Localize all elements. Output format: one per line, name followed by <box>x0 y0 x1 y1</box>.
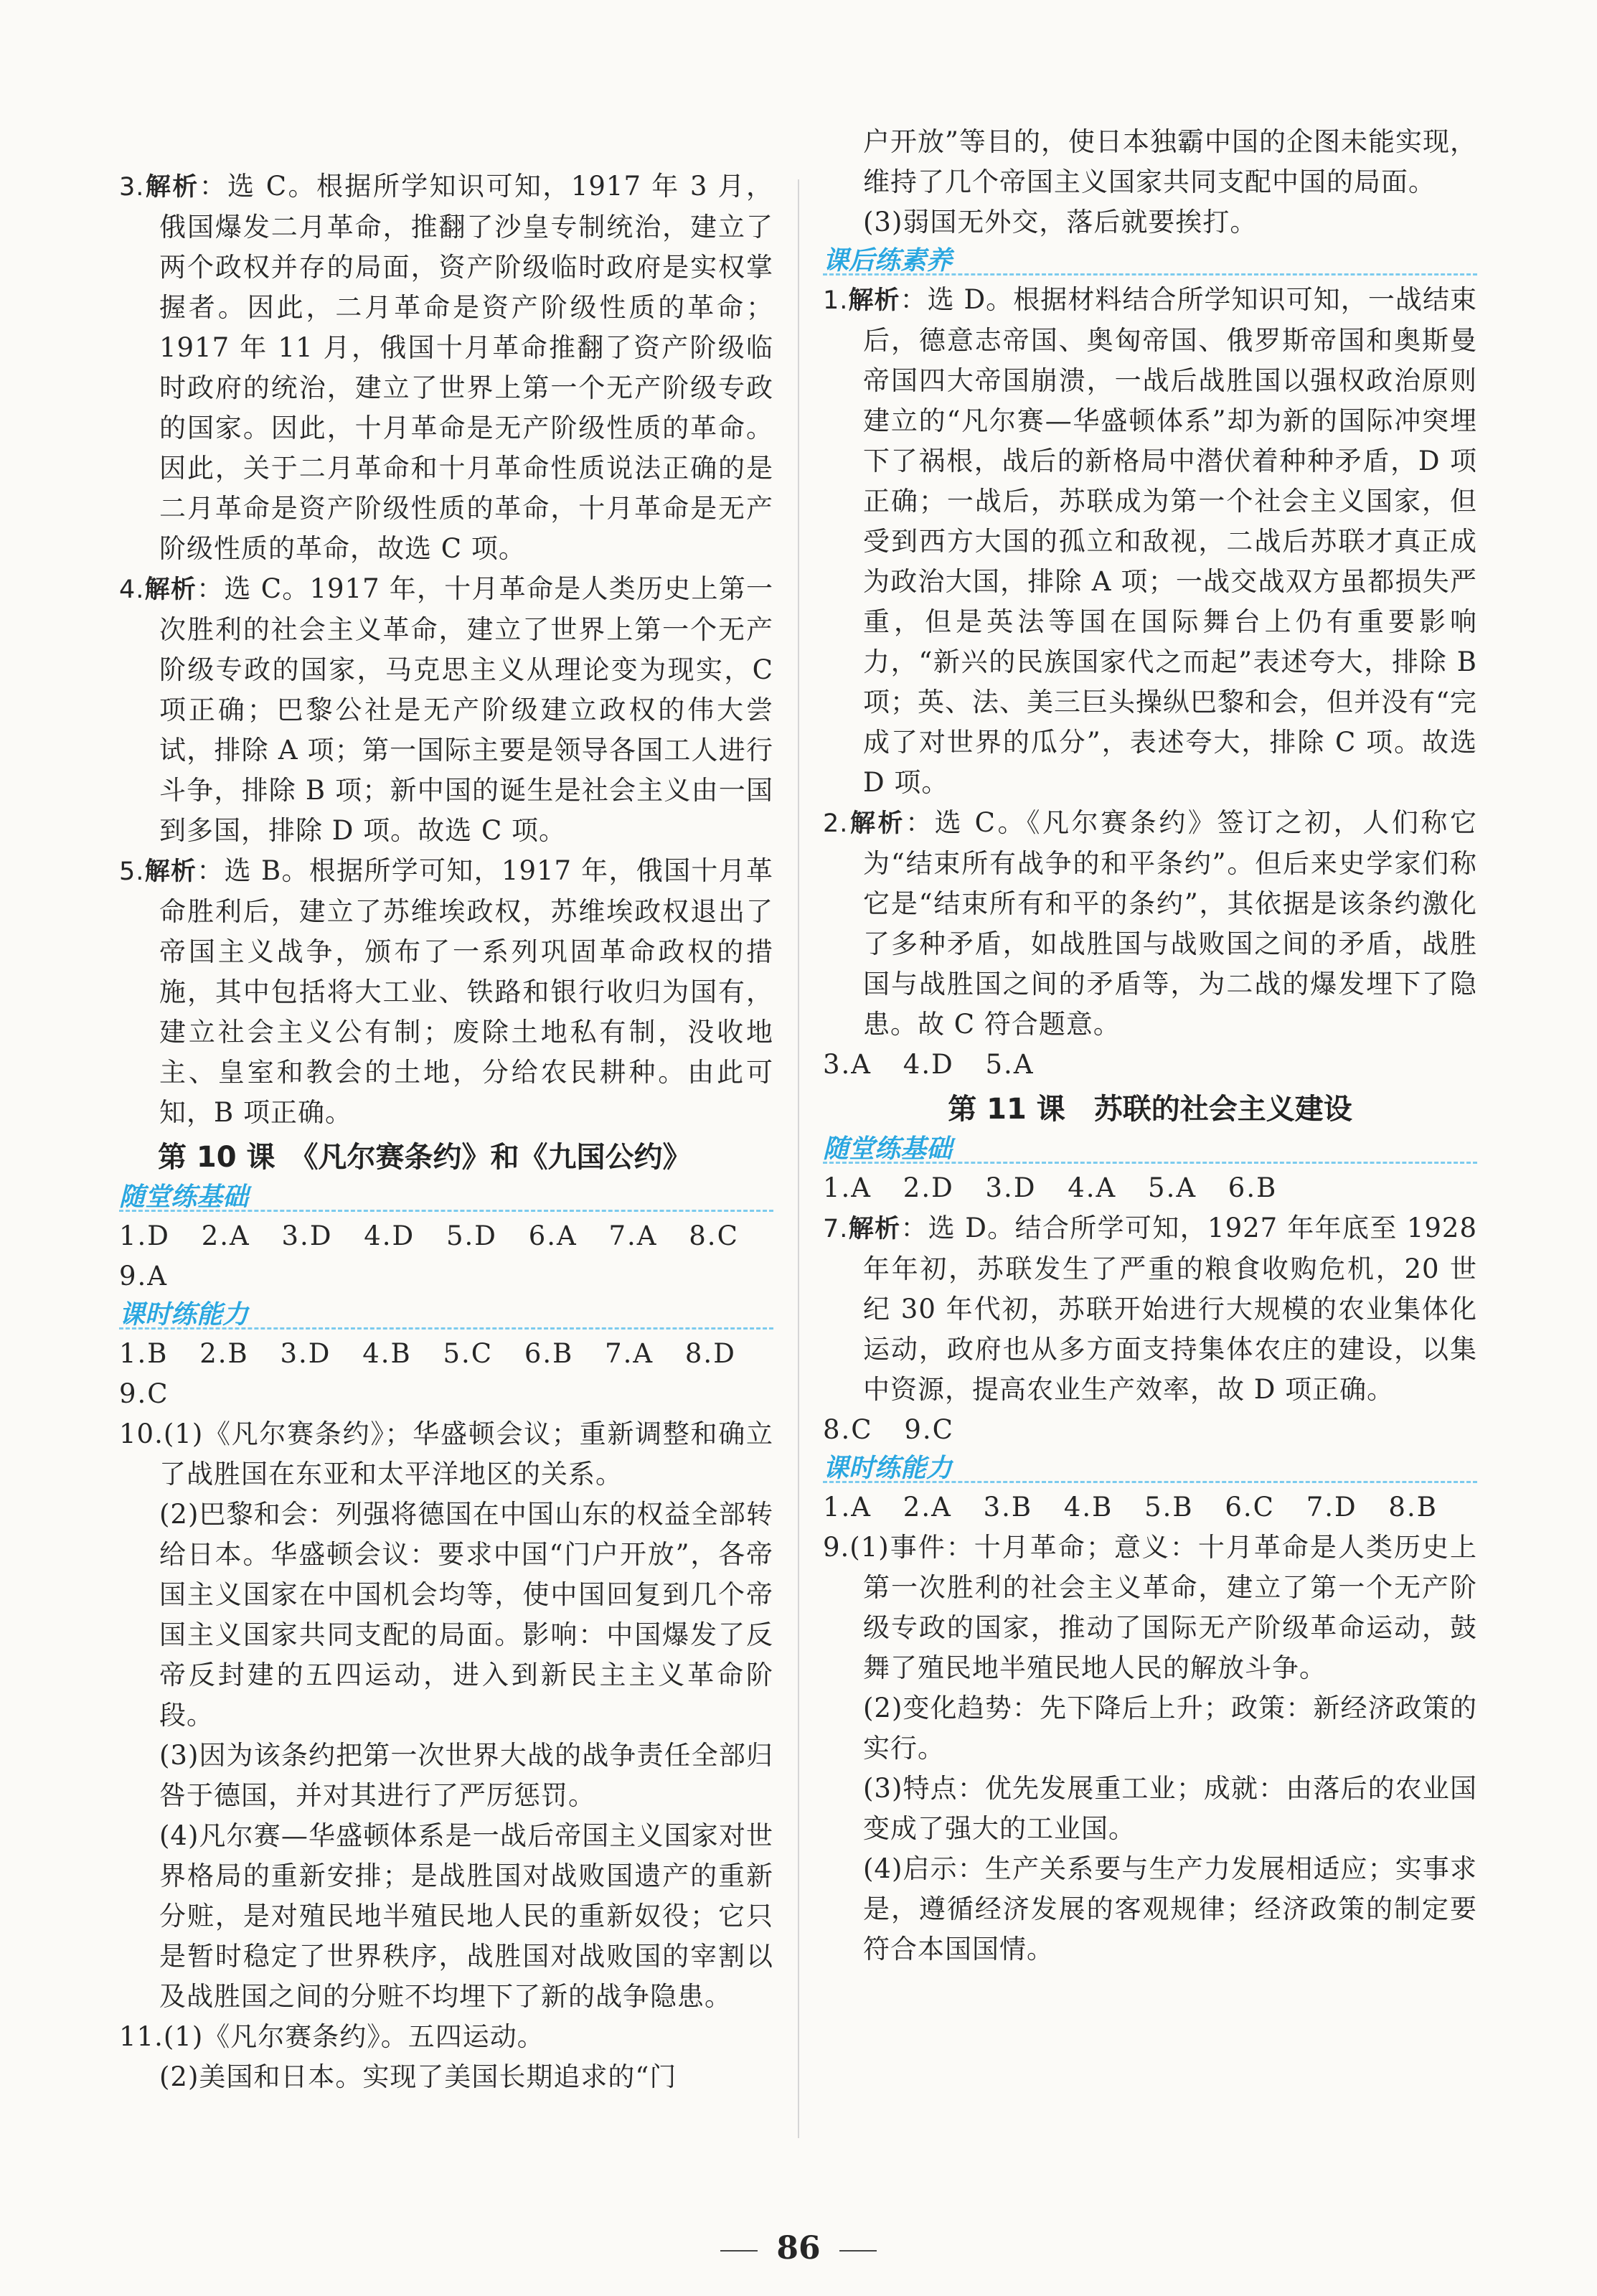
section-kehou <box>823 243 1477 280</box>
lesson-11-title: 第 11 课 苏联的社会主义建设 <box>948 1093 1352 1126</box>
kehou-answer-1-text: ：选 D。根据材料结合所学知识可知，一战结束后，德意志帝国、奥匈帝国、俄罗斯帝国和奥斯曼帝国四大帝国崩溃，一战后战胜国以强权政治原则建立的“凡尔赛—华盛顿体系”却为新的国际冲突埋下了祸根，战后的新格局中潜伏着种种矛盾，D 项正确；一战后，苏联成为第一个社会主义国家，但受到西方大国的孤立和敌视，二战后苏联才真正成为政治大国，排除 A 项；一战交战双方虽都损失严重，但是英法等国在国际舞台上仍有重要影响力，“新兴的民族国家代之而起”表述夸大，排除 B 项；英、法、美三巨头操纵巴黎和会，但并没有“完成了对世界的瓜分”，表述夸大，排除 C 项。故选 D 项。 <box>863 284 1477 798</box>
page-number <box>0 2230 1597 2267</box>
analysis-label: 解析 <box>144 173 199 202</box>
answer-11-2: (2)美国和日本。实现了美国长期追求的“门 <box>159 2061 677 2092</box>
answer-10-4: (4)凡尔赛—华盛顿体系是一战后帝国主义国家对世界格局的重新安排；是战胜国对战败国遗产的重新分赃，是对殖民地半殖民地人民的重新奴役；它只是暂时稳定了世界秩序，战胜国对战败国的宰割以及战胜国之间的分赃不均埋下了新的战争隐患。 <box>159 1820 773 2012</box>
section-keshi-10 <box>119 1297 773 1334</box>
answer-5-number: 5. <box>119 857 145 886</box>
answer-row: 1.B 2.B 3.D 4.B 5.C 6.B 7.A 8.D <box>119 1338 736 1369</box>
section-suitang-11 <box>823 1131 1477 1168</box>
kehou-answer-2-number: 2. <box>823 809 849 838</box>
answer-4 <box>119 569 773 851</box>
suitang-answer-7-text: ：选 D。结合所学可知，1927 年年底至 1928 年年初，苏联发生了严重的粮食收购危机，20 世纪 30 年代初，苏联开始进行大规模的农业集体化运动，政府也从多方面支持集体农庄的建设，以集中资源，提高农业生产效率，故 D 项正确。 <box>863 1213 1477 1405</box>
analysis-label: 解析 <box>848 809 906 838</box>
column-divider <box>798 179 799 2138</box>
answer-3 <box>119 166 773 569</box>
page-number-dash-right <box>839 2250 877 2252</box>
page-number-value: 86 <box>776 2230 821 2267</box>
suitang-answer-7-number: 7. <box>823 1215 849 1243</box>
answer-10-3: (3)因为该条约把第一次世界大战的战争责任全部归咎于德国，并对其进行了严厉惩罚。 <box>159 1740 773 1811</box>
section-heading: 随堂练基础 <box>119 1182 249 1212</box>
kehou-answer-2-text: ：选 C。《凡尔赛条约》签订之初，人们称它为“结束所有战争的和平条约”。但后来史学家们称它是“结束所有和平的条约”，其依据是该条约激化了多种矛盾，如战胜国与战败国之间的矛盾，战胜国与战胜国之间的矛盾等，为二战的爆发埋下了隐患。故 C 符合题意。 <box>863 807 1477 1040</box>
section-suitang-10 <box>119 1179 773 1216</box>
section-heading: 课时练能力 <box>119 1300 249 1330</box>
answer-row: 9.A <box>119 1261 169 1292</box>
lesson-10-title: 第 10 课 《凡尔赛条约》和《九国公约》 <box>158 1141 692 1174</box>
answer-4-text: ：选 C。1917 年，十月革命是人类历史上第一次胜利的社会主义革命，建立了世界上第一个无产阶级专政的国家，马克思主义从理论变为现实，C 项正确；巴黎公社是无产阶级建立政权的伟大尝试，排除 A 项；第一国际主要是领导各国工人进行斗争，排除 B 项；新中国的诞生是社会主义由一国到多国，排除 D 项。故选 C 项。 <box>159 573 773 846</box>
suitang-answer-7 <box>823 1208 1477 1410</box>
kehou-answer-1 <box>823 280 1477 803</box>
left-column <box>119 166 773 2097</box>
answer-11-3: (3)弱国无外交，落后就要挨打。 <box>863 207 1258 237</box>
right-column <box>823 122 1477 1970</box>
analysis-label: 解析 <box>848 1215 901 1243</box>
answer-11-2-continued: 户开放”等目的，使日本独霸中国的企图未能实现，维持了几个帝国主义国家共同支配中国的局面。 <box>863 126 1477 197</box>
answer-row: 9.C <box>119 1378 169 1409</box>
answer-10-1: 10.(1)《凡尔赛条约》；华盛顿会议；重新调整和确立了战胜国在东亚和太平洋地区的关系。 <box>119 1418 773 1490</box>
answer-10-2: (2)巴黎和会：列强将德国在中国山东的权益全部转给日本。华盛顿会议：要求中国“门户开放”，各帝国主义国家在中国机会均等，使中国回复到几个帝国主义国家共同支配的局面。影响：中国爆发了反帝反封建的五四运动，进入到新民主主义革命阶段。 <box>159 1499 773 1731</box>
answer-9-2: (2)变化趋势：先下降后上升；政策：新经济政策的实行。 <box>863 1693 1477 1764</box>
section-keshi-11 <box>823 1450 1477 1487</box>
answer-9-4: (4)启示：生产关系要与生产力发展相适应；实事求是，遵循经济发展的客观规律；经济政策的制定要符合本国国情。 <box>863 1853 1477 1965</box>
section-heading: 课后练素养 <box>823 246 953 276</box>
answer-row: 1.A 2.D 3.D 4.A 5.A 6.B <box>823 1172 1278 1203</box>
answer-4-number: 4. <box>119 575 145 604</box>
analysis-label: 解析 <box>144 575 197 604</box>
page-number-dash-left <box>720 2250 758 2252</box>
answer-9-3: (3)特点：优先发展重工业；成就：由落后的农业国变成了强大的工业国。 <box>863 1773 1477 1844</box>
answer-5 <box>119 851 773 1133</box>
analysis-label: 解析 <box>144 857 197 886</box>
section-heading: 课时练能力 <box>823 1454 953 1483</box>
answer-11-1: 11.(1)《凡尔赛条约》。五四运动。 <box>119 2021 545 2052</box>
answer-row: 8.C 9.C <box>823 1414 954 1445</box>
answer-5-text: ：选 B。根据所学可知，1917 年，俄国十月革命胜利后，建立了苏维埃政权，苏维埃政权退出了帝国主义战争，颁布了一系列巩固革命政权的措施，其中包括将大工业、铁路和银行收归为国有，建立社会主义公有制；废除土地私有制，没收地主、皇室和教会的土地，分给农民耕种。由此可知，B 项正确。 <box>159 855 773 1128</box>
kehou-answer-1-number: 1. <box>823 286 849 315</box>
kehou-answer-2 <box>823 803 1477 1045</box>
answer-3-text: ：选 C。根据所学知识可知，1917 年 3 月，俄国爆发二月革命，推翻了沙皇专制统治，建立了两个政权并存的局面，资产阶级临时政府是实权掌握者。因此，二月革命是资产阶级性质的革命；1917 年 11 月，俄国十月革命推翻了资产阶级临时政府的统治，建立了世界上第一个无产阶级专政的国家。因此，十月革命是无产阶级性质的革命。因此，关于二月革命和十月革命性质说法正确的是二月革命是资产阶级性质的革命，十月革命是无产阶级性质的革命，故选 C 项。 <box>159 171 773 564</box>
section-heading: 随堂练基础 <box>823 1134 953 1164</box>
answer-row: 3.A 4.D 5.A <box>823 1049 1035 1080</box>
answer-9-1: 9.(1)事件：十月革命；意义：十月革命是人类历史上第一次胜利的社会主义革命，建立了第一个无产阶级专政的国家，推动了国际无产阶级革命运动，鼓舞了殖民地半殖民地人民的解放斗争。 <box>823 1532 1477 1683</box>
answer-3-number: 3. <box>119 173 145 202</box>
analysis-label: 解析 <box>848 286 900 315</box>
answer-row: 1.A 2.A 3.B 4.B 5.B 6.C 7.D 8.B <box>823 1492 1438 1523</box>
answer-row: 1.D 2.A 3.D 4.D 5.D 6.A 7.A 8.C <box>119 1220 739 1251</box>
